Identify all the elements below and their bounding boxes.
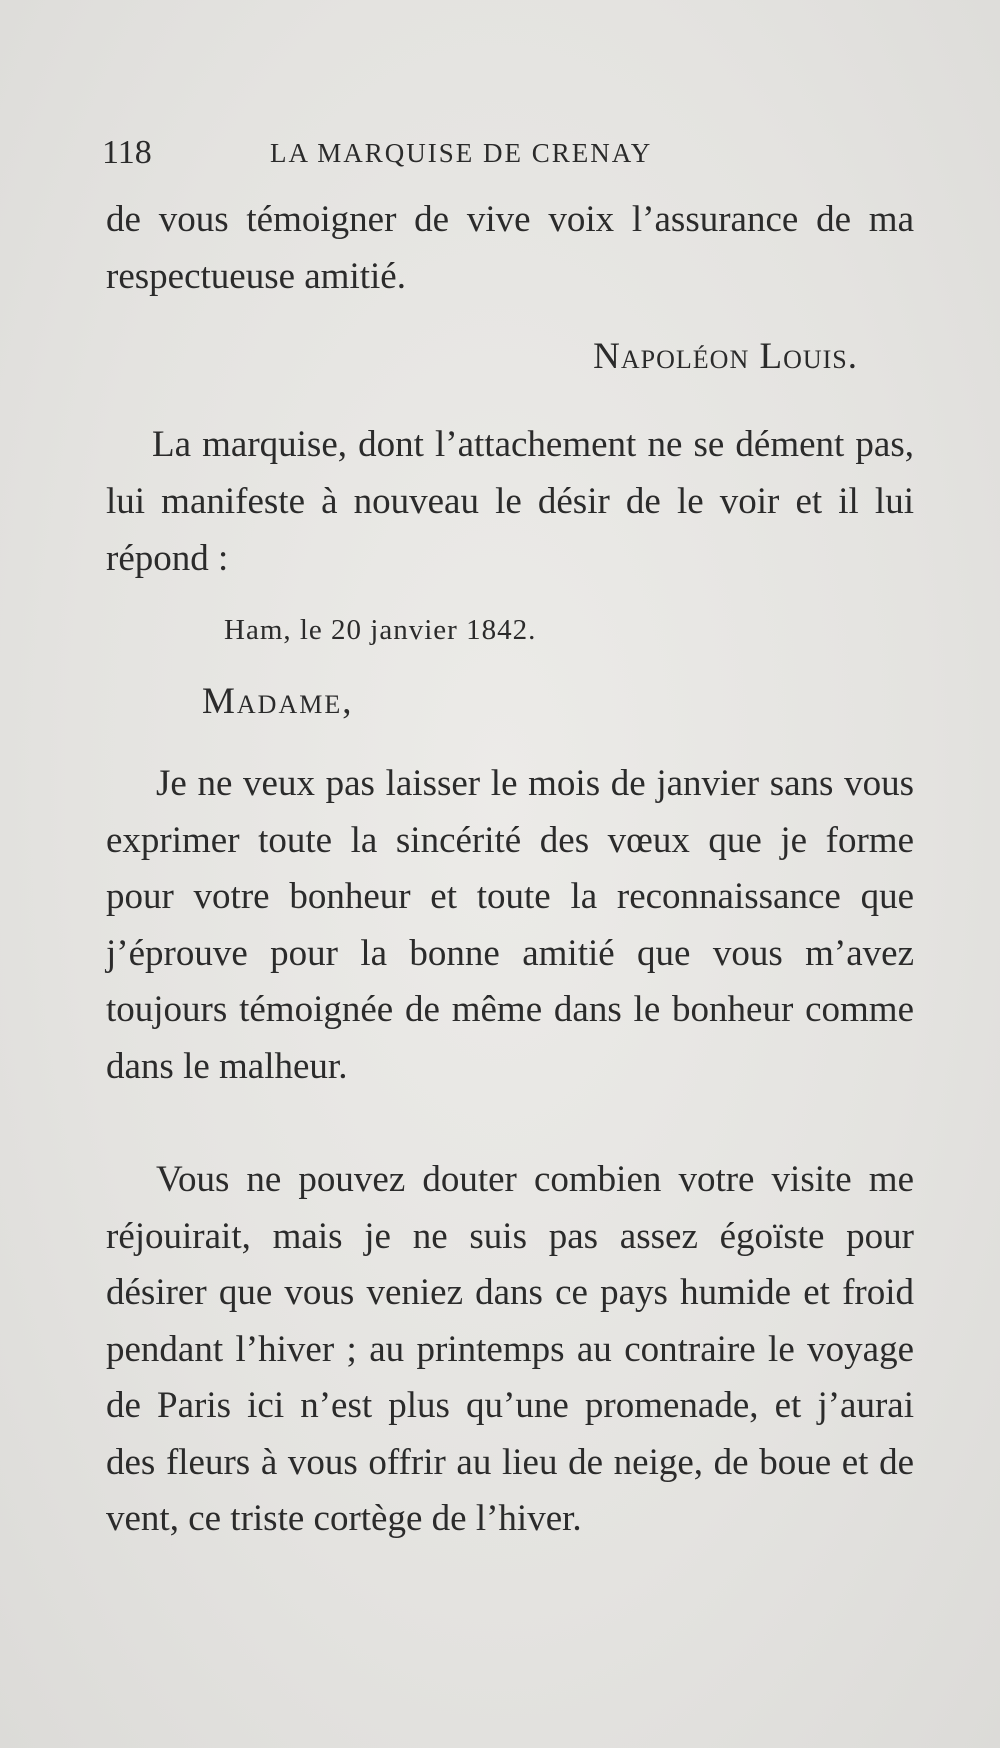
page-number: 118 — [102, 134, 152, 171]
letter-salutation: Madame, — [202, 681, 354, 722]
signature: Napoléon Louis. — [593, 336, 858, 377]
letter-paragraph-2: Vous ne pouvez douter combien votre visite me réjouirait, mais je ne suis pas assez égoïste pour désirer que vous veniez dans ce pays humide et froid pendant l’hiver ; au printemps au contraire le voyage de Paris ici n’est plus qu’une promenade, et j’aurai des fleurs à vous offrir au lieu de neige, de boue et de vent, ce triste cortège de l’hiver. — [106, 1159, 914, 1539]
page-header — [102, 128, 922, 178]
running-title: LA MARQUISE DE CRENAY — [270, 138, 653, 168]
continuation-text: de vous témoigner de vive voix l’assurance de ma respectueuse amitié. — [106, 199, 914, 297]
letter-dateline: Ham, le 20 janvier 1842. — [224, 614, 537, 646]
narration-paragraph: La marquise, dont l’attachement ne se dément pas, lui manifeste à nouveau le désir de le voir et il lui répond : — [106, 424, 914, 579]
letter-paragraph-1: Je ne veux pas laisser le mois de janvier sans vous exprimer toute la sincérité des vœux que je forme pour votre bonheur et toute la reconnaissance que j’éprouve pour la bonne amitié que vous m’avez toujours témoignée de même dans le bonheur comme dans le malheur. — [106, 763, 914, 1087]
